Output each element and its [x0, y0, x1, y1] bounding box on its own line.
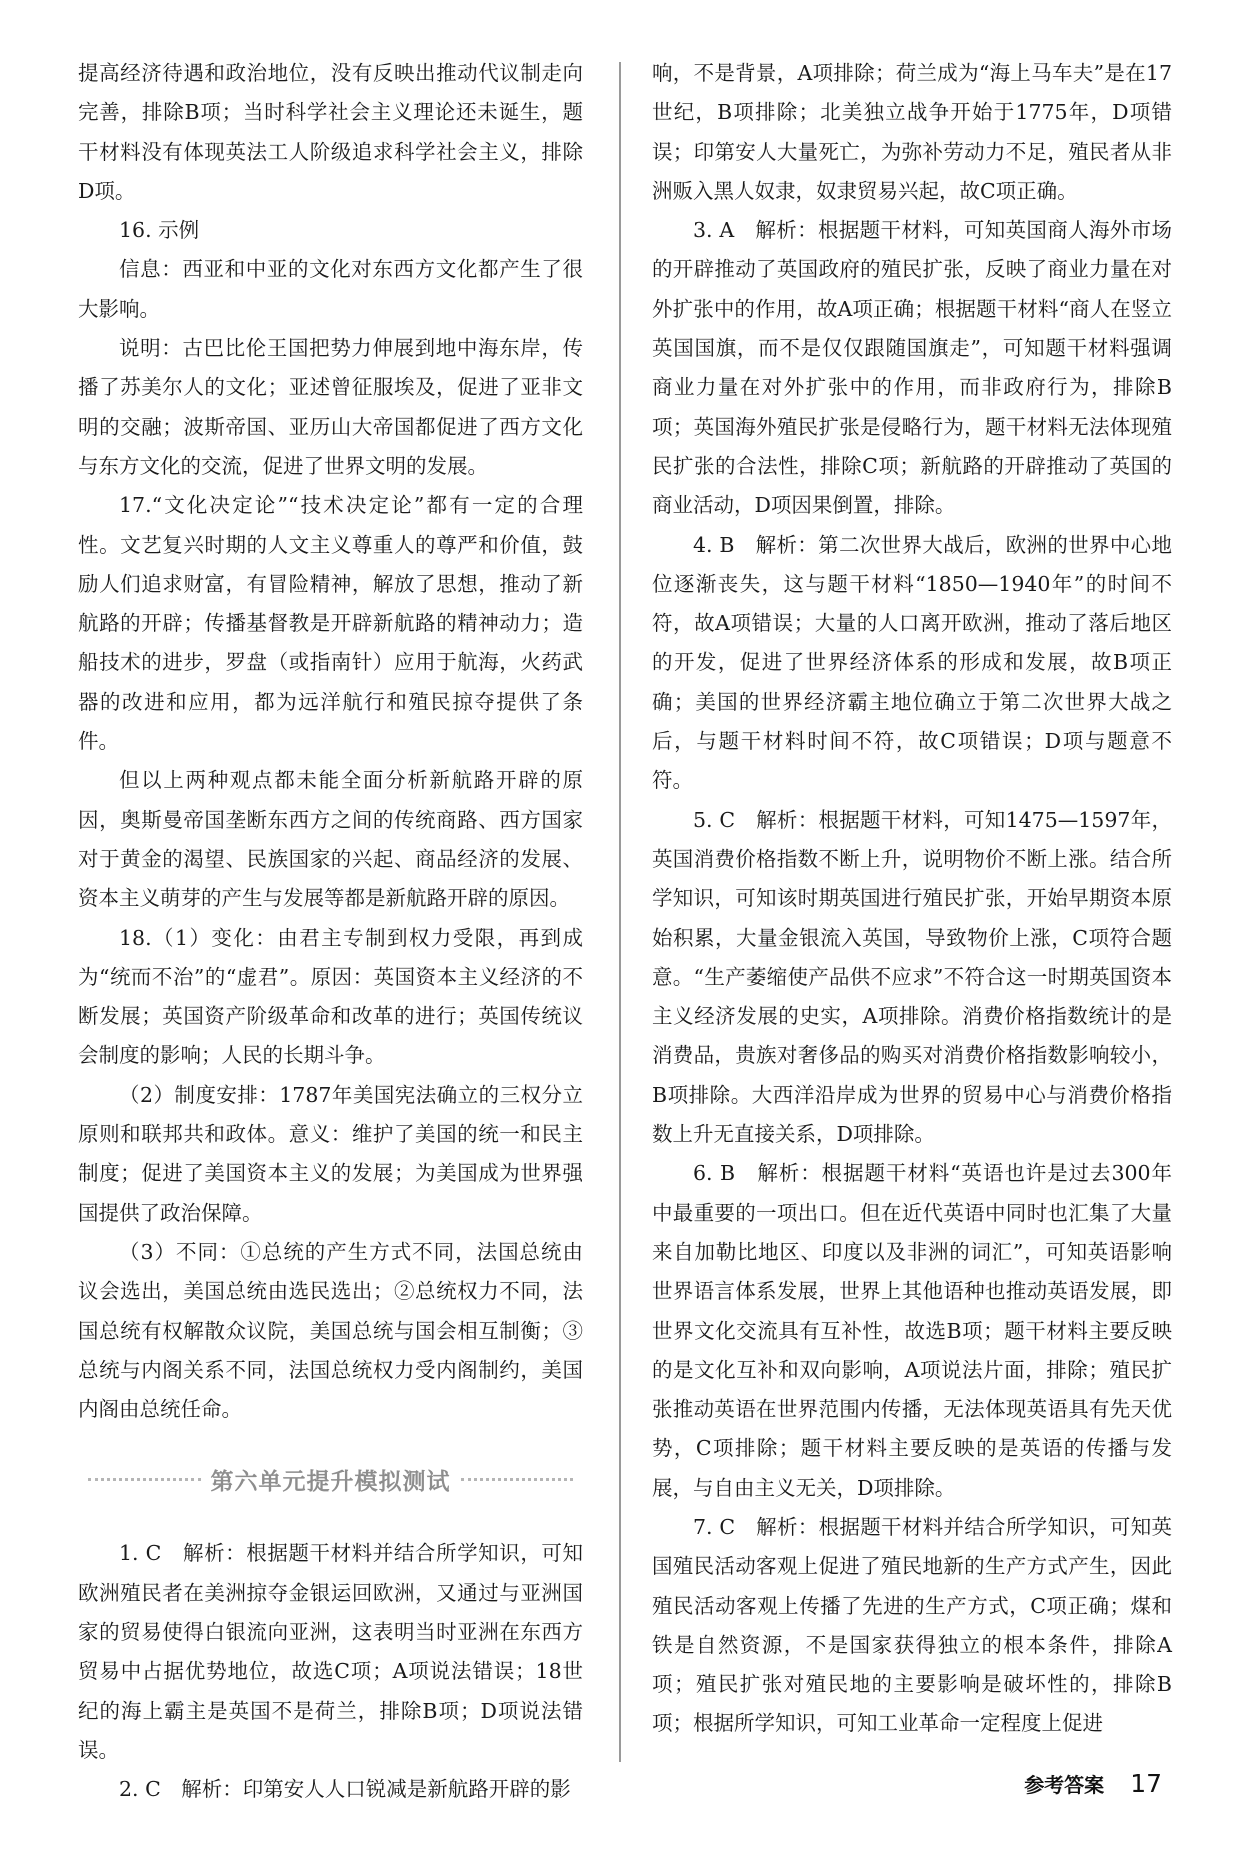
answer-paragraph: （3）不同：①总统的产生方式不同，法国总统由议会选出，美国总统由选民选出；②总统权力不同，法国总统有权解散众议院，美国总统与国会相互制衡；③总统与内阁关系不同，法国总统权力受内阁制约，美国内阁由总统任命。	[78, 1239, 583, 1422]
right-paragraphs	[652, 54, 1172, 1744]
section-heading	[78, 1463, 583, 1496]
answer-paragraph: 1. C 解析：根据题干材料并结合所学知识，可知欧洲殖民者在美洲掠夺金银运回欧洲，又通过与亚洲国家的贸易使得白银流向亚洲，这表明当时亚洲在东西方贸易中占据优势地位，故选C项；A项说法错误；18世纪的海上霸主是英国不是荷兰，排除B项；D项说法错误。	[78, 1541, 583, 1762]
left-paragraphs	[78, 54, 583, 1429]
answer-paragraph: 信息：西亚和中亚的文化对东西方文化都产生了很大影响。	[78, 257, 583, 321]
answer-paragraph: 说明：古巴比伦王国把势力伸展到地中海东岸，传播了苏美尔人的文化；亚述曾征服埃及，促进了亚非文明的交融；波斯帝国、亚历山大帝国都促进了西方文化与东方文化的交流，促进了世界文明的发展。	[78, 336, 583, 478]
answer-paragraph: （2）制度安排：1787年美国宪法确立的三权分立原则和联邦共和政体。意义：维护了美国的统一和民主制度；促进了美国资本主义的发展；为美国成为世界强国提供了政治保障。	[78, 1082, 583, 1225]
left-column	[78, 54, 583, 1809]
answer-paragraph: 提高经济待遇和政治地位，没有反映出推动代议制走向完善，排除B项；当时科学社会主义理论还未诞生，题干材料没有体现英法工人阶级追求科学社会主义，排除D项。	[78, 61, 583, 203]
right-column	[652, 54, 1172, 1744]
answer-paragraph: 16. 示例	[119, 218, 200, 243]
answer-paragraph: 17.“文化决定论”“技术决定论”都有一定的合理性。文艺复兴时期的人文主义尊重人的尊严和价值，鼓励人们追求财富，有冒险精神，解放了思想，推动了新航路的开辟；传播基督教是开辟新航路的精神动力；造船技术的进步，罗盘（或指南针）应用于航海，火药武器的改进和应用，都为远洋航行和殖民掠夺提供了条件。	[78, 493, 583, 754]
answer-paragraph: 但以上两种观点都未能全面分析新航路开辟的原因，奥斯曼帝国垄断东西方之间的传统商路、西方国家对于黄金的渴望、民族国家的兴起、商品经济的发展、资本主义萌芽的产生与发展等都是新航路开辟的原因。	[78, 768, 583, 911]
page-footer	[1024, 1769, 1162, 1798]
column-divider	[619, 62, 621, 1762]
answer-paragraph: 3. A 解析：根据题干材料，可知英国商人海外市场的开辟推动了英国政府的殖民扩张，反映了商业力量在对外扩张中的作用，故A项正确；根据题干材料“商人在竖立英国国旗，而不是仅仅跟随国旗走”，可知题干材料强调商业力量在对外扩张中的作用，而非政府行为，排除B项；英国海外殖民扩张是侵略行为，题干材料无法体现殖民扩张的合法性，排除C项；新航路的开辟推动了英国的商业活动，D项因果倒置，排除。	[652, 218, 1172, 518]
answer-paragraph: 4. B 解析：第二次世界大战后，欧洲的世界中心地位逐渐丧失，这与题干材料“1850—1940年”的时间不符，故A项错误；大量的人口离开欧洲，推动了落后地区的开发，促进了世界经济体系的形成和发展，故B项正确；美国的世界经济霸主地位确立于第二次世界大战之后，与题干材料时间不符，故C项错误；D项与题意不符。	[652, 532, 1172, 793]
answer-paragraph: 5. C 解析：根据题干材料，可知1475—1597年，英国消费价格指数不断上升，说明物价不断上涨。结合所学知识，可知该时期英国进行殖民扩张，开始早期资本原始积累，大量金银流入英国，导致物价上涨，C项符合题意。“生产萎缩使产品供不应求”不符合这一时期英国资本主义经济发展的史实，A项排除。消费价格指数统计的是消费品，贵族对奢侈品的购买对消费价格指数影响较小，B项排除。大西洋沿岸成为世界的贸易中心与消费价格指数上升无直接关系，D项排除。	[652, 807, 1172, 1147]
answer-paragraph: 7. C 解析：根据题干材料并结合所学知识，可知英国殖民活动客观上促进了殖民地新的生产方式产生，因此殖民活动客观上传播了先进的生产方式，C项正确；煤和铁是自然资源，不是国家获得独立的根本条件，排除A项；殖民扩张对殖民地的主要影响是破坏性的，排除B项；根据所学知识，可知工业革命一定程度上促进	[652, 1514, 1172, 1736]
heading-dots-left	[88, 1478, 201, 1481]
answer-paragraph: 18.（1）变化：由君主专制到权力受限，再到成为“统而不治”的“虚君”。原因：英国资本主义经济的不断发展；英国资产阶级革命和改革的进行；英国传统议会制度的影响；人民的长期斗争。	[78, 925, 583, 1068]
answer-paragraph: 6. B 解析：根据题干材料“英语也许是过去300年中最重要的一项出口。但在近代英语中同时也汇集了大量来自加勒比地区、印度以及非洲的词汇”，可知英语影响世界语言体系发展，世界上其他语种也推动英语发展，即世界文化交流具有互补性，故选B项；题干材料主要反映的是文化互补和双向影响，A项说法片面，排除；殖民扩张推动英语在世界范围内传播，无法体现英语具有先天优势，C项排除；题干材料主要反映的是英语的传播与发展，与自由主义无关，D项排除。	[652, 1161, 1172, 1500]
section-title: 第六单元提升模拟测试	[210, 1469, 451, 1496]
left-paragraphs-after	[78, 1534, 583, 1809]
answer-paragraph: 2. C 解析：印第安人人口锐减是新航路开辟的影	[119, 1777, 571, 1802]
answer-paragraph: 响，不是背景，A项排除；荷兰成为“海上马车夫”是在17世纪，B项排除；北美独立战争开始于1775年，D项错误；印第安人大量死亡，为弥补劳动力不足，殖民者从非洲贩入黑人奴隶，奴隶贸易兴起，故C项正确。	[652, 61, 1172, 203]
heading-dots-right	[461, 1478, 574, 1481]
footer-label: 参考答案	[1024, 1773, 1105, 1797]
page-number: 17	[1130, 1769, 1162, 1798]
